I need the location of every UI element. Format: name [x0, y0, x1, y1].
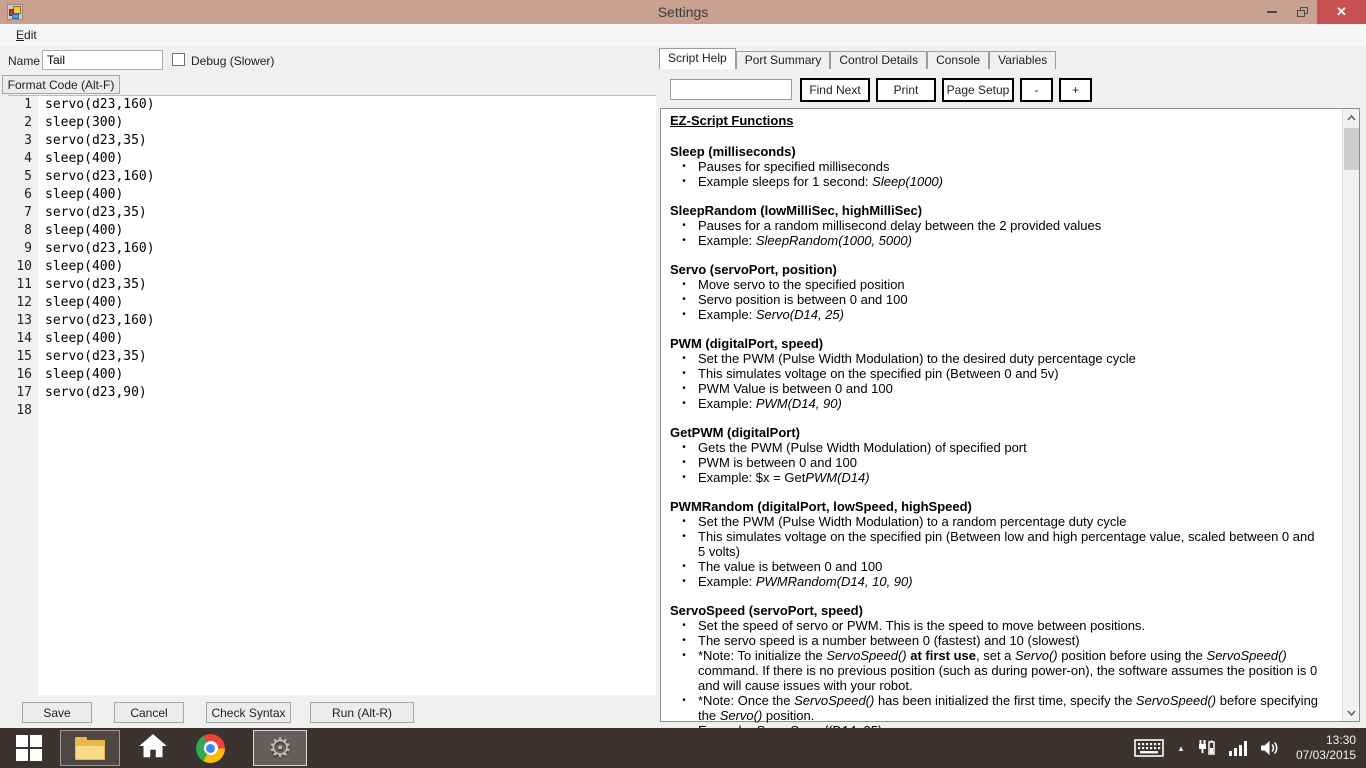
code-text: sleep(400) — [45, 331, 124, 346]
bullet-text: Set the PWM (Pulse Width Modulation) to a random percentage duty cycle — [698, 514, 1127, 529]
line-number: 4 — [8, 150, 38, 168]
window-title: Settings — [657, 4, 709, 20]
name-label: Name — [8, 54, 41, 68]
bullet-icon: • — [682, 442, 686, 453]
home-icon[interactable] — [138, 732, 168, 765]
bullet-text: PWM is between 0 and 100 — [698, 455, 857, 470]
bullet-text: Set the PWM (Pulse Width Modulation) to the desired duty percentage cycle — [698, 351, 1136, 366]
doc-bullet — [670, 218, 1336, 233]
help-tabs — [659, 49, 1056, 69]
bullet-icon: • — [682, 620, 686, 631]
settings-gear-icon[interactable]: ⚙ — [253, 730, 307, 766]
doc-bullet — [670, 396, 1336, 411]
bullet-text: Example: SleepRandom(1000, 5000) — [698, 233, 912, 248]
doc-scrollbar[interactable] — [1342, 109, 1359, 721]
code-line[interactable] — [8, 330, 656, 348]
bullet-text: Set the speed of servo or PWM. This is the speed to move between positions. — [698, 618, 1146, 633]
bullet-icon: • — [682, 353, 686, 364]
doc-bullet — [670, 440, 1336, 455]
doc-section-title: Sleep (milliseconds) — [670, 144, 796, 159]
code-text: sleep(400) — [45, 187, 124, 202]
code-text: servo(d23,90) — [45, 385, 147, 400]
bullet-icon: • — [682, 368, 686, 379]
line-number: 7 — [8, 204, 38, 222]
code-text: sleep(400) — [45, 367, 124, 382]
doc-content — [661, 109, 1342, 721]
bullet-text: This simulates voltage on the specified pin (Between 0 and 5v) — [698, 366, 1059, 381]
code-line[interactable] — [8, 132, 656, 150]
scroll-down-icon[interactable] — [1343, 704, 1360, 721]
bullet-icon: • — [682, 695, 686, 706]
bullet-text: Gets the PWM (Pulse Width Modulation) of specified port — [698, 440, 1027, 455]
doc-bullet — [670, 366, 1336, 381]
bullet-icon: • — [682, 279, 686, 290]
debug-checkbox-label: Debug (Slower) — [191, 54, 275, 68]
bullet-text: The servo speed is a number between 0 (fastest) and 10 (slowest) — [698, 633, 1080, 648]
tab-port-summary[interactable]: Port Summary — [736, 51, 831, 69]
line-number: 3 — [8, 132, 38, 150]
save-button[interactable]: Save — [22, 702, 92, 723]
code-line[interactable] — [8, 222, 656, 240]
line-number: 10 — [8, 258, 38, 276]
bullet-icon: • — [682, 398, 686, 409]
doc-bullet — [670, 559, 1336, 574]
bullet-icon: • — [682, 650, 686, 661]
bullet-icon: • — [682, 516, 686, 527]
line-number: 8 — [8, 222, 38, 240]
bullet-text: Example: $x = GetPWM(D14) — [698, 470, 870, 485]
clock-time: 13:30 — [1325, 733, 1356, 747]
code-text: servo(d23,160) — [45, 169, 155, 184]
bullet-text: *Note: Once the ServoSpeed() has been initialized the first time, specify the ServoSpeed() before specifying the Servo() position. — [698, 693, 1319, 723]
doc-section-title: Servo (servoPort, position) — [670, 262, 837, 277]
code-text: servo(d23,160) — [45, 313, 155, 328]
power-icon[interactable] — [1198, 740, 1216, 756]
doc-bullet — [670, 351, 1336, 366]
bullet-text: PWM Value is between 0 and 100 — [698, 381, 893, 396]
code-line[interactable] — [8, 240, 656, 258]
doc-bullet — [670, 529, 1336, 559]
tab-control-details[interactable]: Control Details — [830, 51, 927, 69]
doc-section — [670, 203, 1336, 248]
doc-bullet — [670, 381, 1336, 396]
bullet-text: Example: PWM(D14, 90) — [698, 396, 842, 411]
script-help-panel — [660, 108, 1360, 722]
doc-section — [670, 603, 1336, 738]
bullet-text: Example: Servo(D14, 25) — [698, 307, 844, 322]
line-number: 14 — [8, 330, 38, 348]
code-line[interactable] — [8, 294, 656, 312]
code-text: servo(d23,35) — [45, 133, 147, 148]
bullet-text: Pauses for a random millisecond delay between the 2 provided values — [698, 218, 1102, 233]
bullet-icon: • — [682, 561, 686, 572]
scroll-up-icon[interactable] — [1343, 109, 1360, 126]
minimize-button[interactable] — [1257, 0, 1287, 24]
doc-section-title: SleepRandom (lowMilliSec, highMilliSec) — [670, 203, 923, 218]
bullet-text: The value is between 0 and 100 — [698, 559, 883, 574]
doc-bullet — [670, 633, 1336, 648]
doc-section-title: PWMRandom (digitalPort, lowSpeed, highSpeed) — [670, 499, 972, 514]
check-syntax-button[interactable]: Check Syntax — [206, 702, 291, 723]
code-text — [38, 402, 45, 420]
doc-bullet — [670, 648, 1336, 693]
doc-section-title: ServoSpeed (servoPort, speed) — [670, 603, 863, 618]
help-search-input[interactable] — [670, 79, 792, 100]
page-setup-button[interactable]: Page Setup — [942, 78, 1014, 102]
code-line[interactable] — [8, 366, 656, 384]
debug-checkbox[interactable] — [172, 53, 185, 66]
code-line[interactable] — [8, 276, 656, 294]
taskbar — [0, 728, 1366, 768]
doc-section — [670, 425, 1336, 485]
bullet-icon: • — [682, 294, 686, 305]
bullet-icon: • — [682, 235, 686, 246]
titlebar — [0, 0, 1366, 24]
code-line[interactable] — [8, 186, 656, 204]
code-text: servo(d23,35) — [45, 349, 147, 364]
code-text: sleep(400) — [45, 259, 124, 274]
bullet-text: Servo position is between 0 and 100 — [698, 292, 908, 307]
doc-bullet — [670, 307, 1336, 322]
code-text: sleep(400) — [45, 295, 124, 310]
line-number: 6 — [8, 186, 38, 204]
bullet-icon: • — [682, 383, 686, 394]
doc-bullet — [670, 159, 1336, 174]
code-text: servo(d23,35) — [45, 205, 147, 220]
doc-bullet — [670, 514, 1336, 529]
tab-console[interactable]: Console — [927, 51, 989, 69]
clock[interactable] — [1296, 733, 1356, 763]
code-line[interactable] — [8, 150, 656, 168]
doc-bullet — [670, 292, 1336, 307]
bullet-icon: • — [682, 176, 686, 187]
network-signal-icon[interactable] — [1229, 741, 1247, 756]
code-line[interactable] — [8, 204, 656, 222]
bullet-text: Example: PWMRandom(D14, 10, 90) — [698, 574, 913, 589]
format-code-button[interactable]: Format Code (Alt-F) — [2, 75, 120, 94]
line-number: 17 — [8, 384, 38, 402]
start-icon[interactable] — [12, 728, 46, 768]
menubar — [0, 24, 1366, 46]
line-number: 11 — [8, 276, 38, 294]
system-tray — [1134, 728, 1366, 768]
doc-bullet — [670, 470, 1336, 485]
bullet-text: Move servo to the specified position — [698, 277, 905, 292]
code-text: sleep(400) — [45, 151, 124, 166]
find-next-button[interactable]: Find Next — [800, 78, 870, 102]
code-text: servo(d23,160) — [45, 97, 155, 112]
show-hidden-chevron-icon[interactable]: ▲ — [1177, 743, 1185, 753]
bullet-icon: • — [682, 220, 686, 231]
code-line[interactable] — [8, 258, 656, 276]
doc-bullet — [670, 174, 1336, 189]
code-editor[interactable] — [8, 95, 656, 695]
doc-bullet — [670, 277, 1336, 292]
zoom-out-button[interactable]: - — [1020, 78, 1053, 102]
bullet-icon: • — [682, 309, 686, 320]
line-number: 1 — [8, 96, 38, 114]
scrollbar-thumb[interactable] — [1344, 128, 1359, 170]
line-number: 13 — [8, 312, 38, 330]
bullet-text: Example sleeps for 1 second: Sleep(1000) — [698, 174, 943, 189]
code-line[interactable] — [8, 312, 656, 330]
doc-heading: EZ-Script Functions — [670, 113, 794, 128]
doc-bullet — [670, 455, 1336, 470]
code-text: servo(d23,160) — [45, 241, 155, 256]
name-input[interactable] — [42, 50, 163, 70]
bullet-icon: • — [682, 635, 686, 646]
line-number: 18 — [8, 402, 38, 420]
code-line[interactable] — [8, 384, 656, 402]
doc-bullet — [670, 693, 1336, 723]
volume-icon[interactable] — [1260, 740, 1279, 756]
close-button[interactable]: ✕ — [1317, 0, 1366, 24]
bullet-icon: • — [682, 531, 686, 542]
menu-edit[interactable]: Edit — [16, 28, 37, 42]
doc-bullet — [670, 574, 1336, 589]
print-button[interactable]: Print — [876, 78, 936, 102]
doc-bullet — [670, 618, 1336, 633]
bullet-text: This simulates voltage on the specified pin (Between low and high percentage value, scaled between 0 and 5 volts) — [698, 529, 1315, 559]
bullet-icon: • — [682, 161, 686, 172]
bullet-icon: • — [682, 457, 686, 468]
line-number: 2 — [8, 114, 38, 132]
doc-section — [670, 262, 1336, 322]
code-line[interactable] — [8, 348, 656, 366]
bullet-text: *Note: To initialize the ServoSpeed() at first use, set a Servo() position before using the ServoSpeed() command. If there is no previous position (such as during power-on), the software assumes the position is 0 and will cause issues with your robot. — [698, 648, 1318, 693]
cancel-button[interactable]: Cancel — [114, 702, 184, 723]
clock-date: 07/03/2015 — [1295, 748, 1356, 762]
chrome-icon[interactable] — [182, 730, 239, 766]
file-explorer-icon[interactable] — [60, 730, 120, 766]
line-number: 12 — [8, 294, 38, 312]
code-line[interactable] — [8, 168, 656, 186]
doc-section — [670, 499, 1336, 589]
code-text: servo(d23,35) — [45, 277, 147, 292]
line-number: 16 — [8, 366, 38, 384]
zoom-in-button[interactable]: + — [1059, 78, 1092, 102]
line-number: 5 — [8, 168, 38, 186]
code-text: sleep(300) — [45, 115, 124, 130]
code-line[interactable] — [8, 96, 656, 114]
bullet-text: Pauses for specified milliseconds — [698, 159, 890, 174]
doc-section — [670, 336, 1336, 411]
code-text: sleep(400) — [45, 223, 124, 238]
run-button[interactable]: Run (Alt-R) — [310, 702, 414, 723]
line-number: 15 — [8, 348, 38, 366]
restore-button[interactable] — [1287, 0, 1317, 24]
code-line[interactable] — [8, 402, 656, 420]
line-number: 9 — [8, 240, 38, 258]
doc-bullet — [670, 233, 1336, 248]
tab-variables[interactable]: Variables — [989, 51, 1056, 69]
doc-section-title: GetPWM (digitalPort) — [670, 425, 800, 440]
tab-script-help[interactable]: Script Help — [659, 48, 736, 69]
doc-section — [670, 144, 1336, 189]
doc-section-title: PWM (digitalPort, speed) — [670, 336, 824, 351]
bullet-icon: • — [682, 576, 686, 587]
keyboard-icon[interactable] — [1134, 739, 1164, 757]
code-line[interactable] — [8, 114, 656, 132]
bullet-icon: • — [682, 472, 686, 483]
